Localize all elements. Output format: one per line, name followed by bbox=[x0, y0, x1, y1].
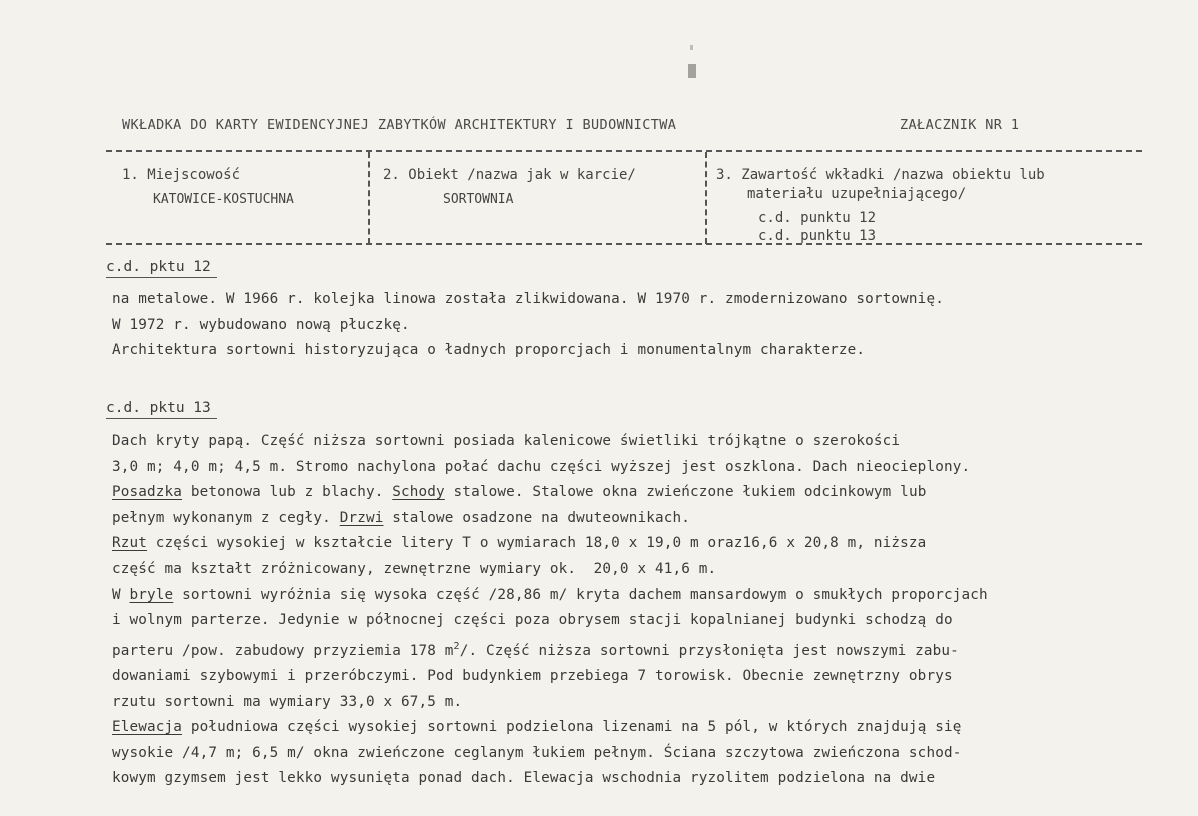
text-run: części wysokiej w kształcie litery T o wymiarach 18,0 x 19,0 m oraz16,6 x 20,8 m, niższa bbox=[147, 535, 927, 552]
text-line bbox=[112, 634, 988, 664]
text-run: stalowe osadzone na dwuteownikach. bbox=[383, 509, 691, 526]
term-elewacja: Elewacja bbox=[112, 719, 183, 736]
text-run: parteru /pow. zabudowy przyziemia 178 m bbox=[112, 642, 454, 659]
text-line: część ma kształt zróżnicowany, zewnętrzne wymiary ok. 20,0 x 41,6 m. bbox=[112, 560, 717, 577]
title-underline bbox=[106, 418, 217, 419]
column-separator bbox=[368, 152, 370, 244]
text-line: dowaniami szybowymi i przeróbczymi. Pod budynkiem przebiega 7 torowisk. Obecnie zewnętrzny obrys bbox=[112, 668, 953, 685]
text-line bbox=[112, 531, 988, 557]
text-line: rzutu sortowni ma wymiary 33,0 x 67,5 m. bbox=[112, 693, 463, 710]
term-schody: Schody bbox=[392, 484, 445, 501]
text-line: 3,0 m; 4,0 m; 4,5 m. Stromo nachylona połać dachu części wyższej jest oszklona. Dach nieocieplony. bbox=[112, 458, 971, 475]
text-run: /. Część niższa sortowni przysłonięta jest nowszymi zabu- bbox=[459, 642, 959, 659]
ink-speck bbox=[688, 64, 696, 78]
superscript: 2 bbox=[453, 640, 460, 652]
locality-value: KATOWICE-KOSTUCHNA bbox=[153, 192, 294, 207]
section-12-title bbox=[106, 259, 211, 275]
attachment-label: ZAŁACZNIK NR 1 bbox=[900, 117, 1020, 133]
table-bottom-border bbox=[106, 243, 1142, 245]
text-line bbox=[112, 715, 988, 741]
text-run: betonowa lub z blachy. bbox=[182, 484, 393, 501]
contents-item: c.d. punktu 12 bbox=[758, 210, 877, 226]
form-title: WKŁADKA DO KARTY EWIDENCYJNEJ ZABYTKÓW ARCHITEKTURY I BUDOWNICTWA bbox=[122, 117, 677, 133]
text-line: i wolnym parterze. Jedynie w północnej części poza obrysem stacji kopalnianej budynki schodzą do bbox=[112, 612, 953, 629]
object-value: SORTOWNIA bbox=[443, 192, 514, 207]
text-run: sortowni wyróżnia się wysoka część /28,86 m/ kryta dachem mansardowym o smukłych proporcjach bbox=[173, 586, 988, 603]
term-rzut: Rzut bbox=[112, 535, 148, 552]
section-13-body bbox=[112, 429, 988, 792]
term-posadzka: Posadzka bbox=[112, 484, 183, 501]
contents-label: 3. Zawartość wkładki /nazwa obiektu lub bbox=[716, 167, 1045, 183]
text-run: stalowe. Stalowe okna zwieńczone łukiem odcinkowym lub bbox=[444, 484, 927, 501]
text-line: wysokie /4,7 m; 6,5 m/ okna zwieńczone ceglanym łukiem pełnym. Ściana szczytowa zwieńczona schod- bbox=[112, 744, 962, 761]
text-run: W bbox=[112, 586, 130, 603]
text-line: na metalowe. W 1966 r. kolejka linowa została zlikwidowana. W 1970 r. zmodernizowano sortownię. bbox=[112, 291, 944, 307]
text-line bbox=[112, 506, 988, 532]
text-line bbox=[112, 480, 988, 506]
locality-label: 1. Miejscowość bbox=[122, 167, 241, 183]
text-line: W 1972 r. wybudowano nową płuczkę. bbox=[112, 316, 410, 333]
text-line: kowym gzymsem jest lekko wysunięta ponad dach. Elewacja wschodnia ryzolitem podzielona na dwie bbox=[112, 770, 936, 787]
section-12-title-text: c.d. pktu 12 bbox=[106, 259, 211, 275]
contents-item: c.d. punktu 13 bbox=[758, 228, 877, 244]
term-drzwi: Drzwi bbox=[339, 509, 384, 526]
ink-speck bbox=[690, 45, 693, 50]
object-label: 2. Obiekt /nazwa jak w karcie/ bbox=[383, 167, 636, 183]
text-line bbox=[112, 583, 988, 609]
section-12-body bbox=[112, 287, 944, 364]
term-bryla: bryle bbox=[129, 586, 174, 603]
table-top-border bbox=[106, 150, 1142, 152]
contents-label-cont: materiału uzupełniającego/ bbox=[747, 186, 967, 202]
section-13-title bbox=[106, 400, 211, 416]
text-line: Architektura sortowni historyzująca o ładnych proporcjach i monumentalnym charakterze. bbox=[112, 342, 866, 359]
section-13-title-text: c.d. pktu 13 bbox=[106, 400, 211, 416]
text-line: Dach kryty papą. Część niższa sortowni posiada kalenicowe świetliki trójkątne o szerokości bbox=[112, 433, 901, 449]
text-run: południowa części wysokiej sortowni podzielona lizenami na 5 pól, w których znajdują się bbox=[182, 719, 962, 736]
column-separator bbox=[705, 152, 707, 244]
text-run: pełnym wykonanym z cegły. bbox=[112, 509, 340, 526]
title-underline bbox=[106, 277, 217, 278]
